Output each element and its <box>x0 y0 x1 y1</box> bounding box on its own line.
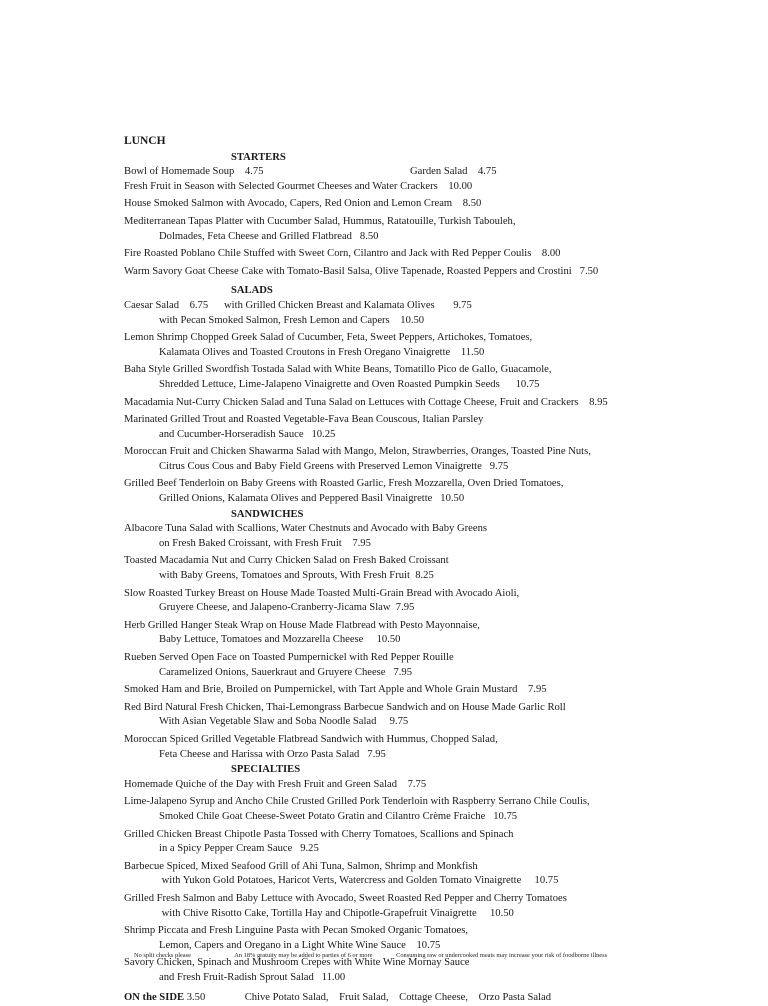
menu-item <box>124 619 744 648</box>
menu-item <box>124 701 744 730</box>
section-heading-salads: SALADS <box>231 285 273 297</box>
menu-item-continuation: Baby Lettuce, Tomatoes and Mozzarella Cheese 10.50 <box>159 634 401 646</box>
menu-item <box>124 522 744 551</box>
menu-item <box>124 795 744 824</box>
footer-foodborne-warning: Consuming raw or undercooked meats may increase your risk of foodborne illness <box>396 952 608 959</box>
menu-item <box>124 247 744 262</box>
starters-list <box>124 180 744 280</box>
menu-item <box>124 265 744 280</box>
menu-item-text: Fresh Fruit in Season with Selected Gourmet Cheeses and Water Crackers 10.00 <box>124 180 473 192</box>
menu-item-text: Homemade Quiche of the Day with Fresh Fruit and Green Salad 7.75 <box>124 778 427 790</box>
menu-item-continuation: and Fresh Fruit-Radish Sprout Salad 11.00 <box>159 971 346 983</box>
menu-item <box>124 651 744 680</box>
menu-item <box>124 892 744 921</box>
menu-item-text: Moroccan Fruit and Chicken Shawarma Salad with Mango, Melon, Strawberries, Oranges, Toasted Pine Nuts, <box>124 446 591 458</box>
menu-item-continuation: on Fresh Baked Croissant, with Fresh Fruit 7.95 <box>159 537 371 549</box>
on-the-side-price: 3.50 <box>186 992 206 1004</box>
menu-item <box>124 215 744 244</box>
menu-item-continuation: Caramelized Onions, Sauerkraut and Gruyere Cheese 7.95 <box>159 666 412 678</box>
menu-item-continuation: Citrus Cous Cous and Baby Field Greens with Preserved Lemon Vinaigrette 9.75 <box>159 460 509 472</box>
menu-item-continuation: and Cucumber-Horseradish Sauce 10.25 <box>159 428 336 440</box>
menu-item-text: Slow Roasted Turkey Breast on House Made Toasted Multi-Grain Bread with Avocado Aioli, <box>124 587 520 599</box>
menu-item <box>124 180 744 195</box>
menu-page <box>124 134 744 1006</box>
on-the-side-label: ON the SIDE <box>124 992 185 1004</box>
footer-notes <box>134 952 649 959</box>
menu-item-continuation: Dolmades, Feta Cheese and Grilled Flatbread 8.50 <box>159 230 379 242</box>
menu-item-text: Savory Chicken, Spinach and Mushroom Crepes with White Wine Mornay Sauce <box>124 957 470 969</box>
menu-item <box>124 197 744 212</box>
menu-item <box>124 477 744 506</box>
menu-item <box>124 413 744 442</box>
menu-item-text: Baha Style Grilled Swordfish Tostada Salad with White Beans, Tomatillo Pico de Gallo, Guacamole, <box>124 364 552 376</box>
menu-item-text: Mediterranean Tapas Platter with Cucumber Salad, Hummus, Ratatouille, Turkish Tabouleh, <box>124 215 516 227</box>
menu-item-text: Herb Grilled Hanger Steak Wrap on House Made Flatbread with Pesto Mayonnaise, <box>124 619 480 631</box>
menu-item-continuation: in a Spicy Pepper Cream Sauce 9.25 <box>159 843 319 855</box>
menu-item-continuation: Feta Cheese and Harissa with Orzo Pasta Salad 7.95 <box>159 748 386 760</box>
menu-item-continuation: with Yukon Gold Potatoes, Haricot Verts, Watercress and Golden Tomato Vinaigrette 10.75 <box>159 875 559 887</box>
menu-item-continuation: Smoked Chile Goat Cheese-Sweet Potato Gratin and Cilantro Crème Fraiche 10.75 <box>159 810 518 822</box>
menu-item-text: Grilled Chicken Breast Chipotle Pasta Tossed with Cherry Tomatoes, Scallions and Spinach <box>124 828 514 840</box>
menu-item <box>124 299 744 328</box>
menu-item-text: House Smoked Salmon with Avocado, Capers, Red Onion and Lemon Cream 8.50 <box>124 198 482 210</box>
menu-item-text: Marinated Grilled Trout and Roasted Vegetable-Fava Bean Couscous, Italian Parsley <box>124 414 484 426</box>
menu-item <box>124 363 744 392</box>
menu-item <box>124 331 744 360</box>
menu-item <box>124 860 744 889</box>
on-the-side-options: Chive Potato Salad, Fruit Salad, Cottage Cheese, Orzo Pasta Salad <box>244 992 551 1004</box>
menu-item <box>124 778 744 793</box>
menu-item <box>124 733 744 762</box>
menu-item <box>124 554 744 583</box>
menu-item-text: Lime-Jalapeno Syrup and Ancho Chile Crusted Grilled Pork Tenderloin with Raspberry Serrano Chile Coulis, <box>124 796 590 808</box>
menu-item-text: Barbecue Spiced, Mixed Seafood Grill of Ahi Tuna, Salmon, Shrimp and Monkfish <box>124 860 478 872</box>
menu-item-text: Moroccan Spiced Grilled Vegetable Flatbread Sandwich with Hummus, Chopped Salad, <box>124 733 498 745</box>
sandwiches-list <box>124 522 744 762</box>
menu-item-continuation: Kalamata Olives and Toasted Croutons in Fresh Oregano Vinaigrette 11.50 <box>159 346 485 358</box>
menu-item <box>124 396 744 411</box>
menu-title: LUNCH <box>124 135 166 147</box>
menu-item <box>124 828 744 857</box>
menu-item-text: Caesar Salad 6.75 with Grilled Chicken Breast and Kalamata Olives 9.75 <box>124 299 472 311</box>
menu-item-text: Lemon Shrimp Chopped Greek Salad of Cucumber, Feta, Sweet Peppers, Artichokes, Tomatoes, <box>124 332 533 344</box>
menu-item-text: Grilled Beef Tenderloin on Baby Greens with Roasted Garlic, Fresh Mozzarella, Oven Dried Tomatoes, <box>124 478 564 490</box>
menu-item-text: Smoked Ham and Brie, Broiled on Pumpernickel, with Tart Apple and Whole Grain Mustard 7.95 <box>124 684 547 696</box>
menu-item-text: Rueben Served Open Face on Toasted Pumpernickel with Red Pepper Rouille <box>124 652 454 663</box>
menu-item-continuation: Grilled Onions, Kalamata Olives and Peppered Basil Vinaigrette 10.50 <box>159 493 465 505</box>
menu-item-text: Shrimp Piccata and Fresh Linguine Pasta with Pecan Smoked Organic Tomatoes, <box>124 925 468 937</box>
menu-item-text: Grilled Fresh Salmon and Baby Lettuce with Avocado, Sweet Roasted Red Pepper and Cherry Tomatoes <box>124 892 567 904</box>
menu-item-continuation: With Asian Vegetable Slaw and Soba Noodle Salad 9.75 <box>159 716 409 728</box>
menu-item-text: Macadamia Nut-Curry Chicken Salad and Tuna Salad on Lettuces with Cottage Cheese, Fruit and Crackers 8.95 <box>124 396 608 408</box>
menu-item-soup-garden <box>124 165 744 180</box>
menu-item-text: Fire Roasted Poblano Chile Stuffed with Sweet Corn, Cilantro and Jack with Red Pepper Coulis 8.00 <box>124 248 561 260</box>
menu-item <box>124 683 744 698</box>
menu-item-continuation: Gruyere Cheese, and Jalapeno-Cranberry-Jicama Slaw 7.95 <box>159 602 415 614</box>
menu-item-continuation: with Baby Greens, Tomatoes and Sprouts, With Fresh Fruit 8.25 <box>159 570 434 582</box>
menu-item-text: Albacore Tuna Salad with Scallions, Water Chestnuts and Avocado with Baby Greens <box>124 523 488 535</box>
section-heading-starters: STARTERS <box>231 151 286 163</box>
section-heading-sandwiches: SANDWICHES <box>231 508 304 520</box>
menu-item-continuation: with Pecan Smoked Salmon, Fresh Lemon and Capers 10.50 <box>159 314 425 326</box>
menu-item <box>124 445 744 474</box>
footer-gratuity: An 18% gratuity may be added to parties of 6 or more <box>234 952 373 959</box>
menu-item-text: Toasted Macadamia Nut and Curry Chicken Salad on Fresh Baked Croissant <box>124 555 449 567</box>
menu-item-continuation: Shredded Lettuce, Lime-Jalapeno Vinaigrette and Oven Roasted Pumpkin Seeds 10.75 <box>159 378 540 390</box>
menu-item <box>124 956 744 985</box>
salads-list <box>124 299 744 507</box>
menu-item-text: Red Bird Natural Fresh Chicken, Thai-Lemongrass Barbecue Sandwich and on House Made Garlic Roll <box>124 701 566 713</box>
menu-item-continuation: with Chive Risotto Cake, Tortilla Hay and Chipotle-Grapefruit Vinaigrette 10.50 <box>159 907 514 919</box>
menu-item-garden-salad: Garden Salad 4.75 <box>410 166 497 178</box>
section-heading-specialties: SPECIALTIES <box>231 764 301 776</box>
footer-split-checks: No split checks please <box>134 952 191 959</box>
menu-item <box>124 587 744 616</box>
menu-item-continuation: Lemon, Capers and Oregano in a Light White Wine Sauce 10.75 <box>159 939 441 951</box>
menu-item-soup: Bowl of Homemade Soup 4.75 <box>124 166 264 178</box>
menu-item-text: Warm Savory Goat Cheese Cake with Tomato-Basil Salsa, Olive Tapenade, Roasted Peppers and Crostini 7.50 <box>124 265 599 277</box>
menu-item <box>124 924 744 953</box>
